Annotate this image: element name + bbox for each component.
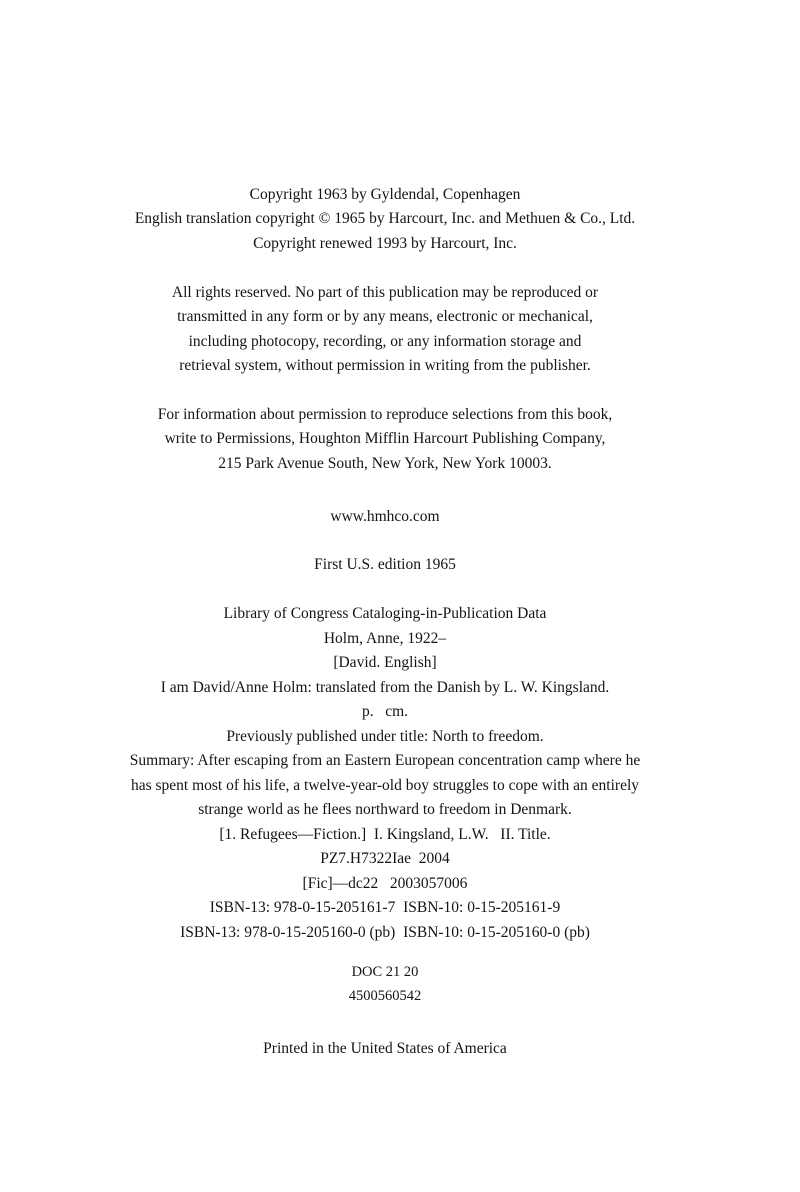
rights-reserved-notice <box>0 281 770 379</box>
translation-copyright-line: English translation copyright © 1965 by Harcourt, Inc. and Methuen & Co., Ltd. <box>134 210 636 228</box>
rights-line: transmitted in any form or by any means, electronic or mechanical, <box>177 308 593 326</box>
cip-author: Holm, Anne, 1922– <box>323 629 447 647</box>
rights-line: retrieval system, without permission in writing from the publisher. <box>179 357 591 375</box>
cip-isbn-paperback: ISBN-13: 978-0-15-205160-0 (pb) ISBN-10: 0-15-205160-0 (pb) <box>180 923 590 941</box>
cip-heading: Library of Congress Cataloging-in-Publication Data <box>223 605 547 622</box>
cip-isbn-hardcover: ISBN-13: 978-0-15-205161-7 ISBN-10: 0-15-205161-9 <box>209 899 561 916</box>
cip-classification: [Fic]—dc22 2003057006 <box>302 874 468 892</box>
cip-summary-line: Summary: After escaping from an Eastern European concentration camp where he <box>129 752 641 769</box>
copyright-line: Copyright 1963 by Gyldendal, Copenhagen <box>249 186 521 203</box>
cip-uniform-title: [David. English] <box>333 654 437 671</box>
permissions-notice <box>0 403 770 476</box>
cip-subjects: [1. Refugees—Fiction.] I. Kingsland, L.W. II. Title. <box>219 825 551 843</box>
website-url: www.hmhco.com <box>330 508 440 525</box>
printing-codes <box>0 960 770 1008</box>
cataloging-data <box>0 602 770 945</box>
edition-line: First U.S. edition 1965 <box>314 556 456 573</box>
cip-note: Previously published under title: North to freedom. <box>226 727 544 745</box>
rights-line: All rights reserved. No part of this publication may be reproduced or <box>171 284 599 301</box>
cip-title: I am David/Anne Holm: translated from the Danish by L. W. Kingsland. <box>160 678 610 696</box>
doc-code: DOC 21 20 <box>351 964 419 980</box>
permissions-line: For information about permission to reproduce selections from this book, <box>157 406 613 423</box>
printed-line: Printed in the United States of America <box>263 1040 507 1057</box>
cip-call-number: PZ7.H7322Iae 2004 <box>320 850 450 867</box>
cip-summary-line: has spent most of his life, a twelve-year-old boy struggles to cope with an entirely <box>130 776 640 794</box>
permissions-address: 215 Park Avenue South, New York, New York 10003. <box>218 454 552 472</box>
rights-line: including photocopy, recording, or any information storage and <box>188 332 582 350</box>
cip-summary-line: strange world as he flees northward to freedom in Denmark. <box>198 801 572 818</box>
renewal-copyright-line: Copyright renewed 1993 by Harcourt, Inc. <box>253 234 517 252</box>
publisher-website <box>0 505 770 529</box>
permissions-line: write to Permissions, Houghton Mifflin Harcourt Publishing Company, <box>164 430 606 448</box>
print-number: 4500560542 <box>348 988 422 1004</box>
cip-pagination: p. cm. <box>361 703 409 720</box>
printed-in <box>0 1037 770 1061</box>
copyright-notice <box>0 183 770 256</box>
edition-info <box>0 553 770 577</box>
